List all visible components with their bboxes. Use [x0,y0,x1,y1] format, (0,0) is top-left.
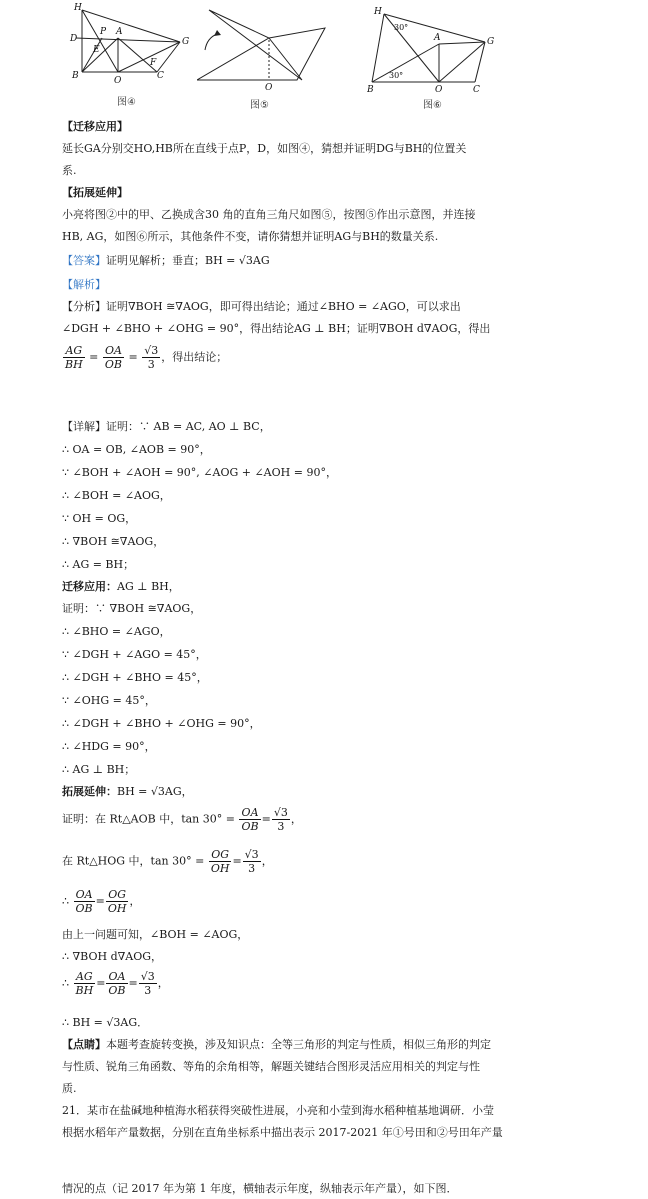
fig6-angle-bottom: 30° [389,71,404,80]
comment-tag: 【点睛】 [62,1038,106,1051]
text-line: 延长GA分别交HO,HB所在直线于点P，D，如图④，猜想并证明DG与BH的位置关 [62,142,467,155]
text-line: ∠DGH + ∠BHO + ∠OHG = 90°，得出结论AG ⊥ BH；证明∇BOH d∇AOG，得出 [62,322,491,335]
proof-line: ∵ ∠DGH + ∠AGO = 45°， [62,648,207,661]
heading-transfer-application: 【迁移应用】 [62,120,128,133]
comment-line: 【点睛】本题考查旋转变换，涉及知识点：全等三角形的判定与性质，相似三角形的判定 [62,1038,491,1051]
proof-line: 证明：∵ ∇BOH ≅∇AOG， [62,602,202,615]
proof-line: 在 Rt△HOG 中，tan 30° = $\frac{OG}{OH}$ = $\frac{√3}{3}$ ， [62,848,273,875]
analysis-tag-fenxi: 【分析】 [62,300,106,313]
fig6-label-c: C [473,85,480,95]
text-line: 与性质、锐角三角函数、等角的余角相等，解题关键结合图形灵活应用相关的判定与性 [62,1060,480,1073]
proof-line: ∴ ∠BOH = ∠AOG， [62,489,171,502]
figure-4-diagram [62,0,197,100]
fig6-label-g: G [487,37,495,47]
proof-line: ∴ AG ⊥ BH； [62,763,136,776]
fig4-label-f: F [150,58,157,68]
analysis-text: 证明∇BOH ≅∇AOG，即可得出结论；通过∠BHO = ∠AGO，可以求出 [106,300,461,313]
figure-4 [62,0,197,112]
fig4-label-d: D [70,34,78,44]
proof-line: 由上一问题可知，∠BOH = ∠AOG， [62,928,249,941]
answer-line [62,254,270,268]
fraction: $\frac{√3}{3}$ [144,344,159,371]
analysis-tag: 【解析】 [62,278,106,291]
figure-4-caption: 图④ [117,97,136,108]
proof-line: ∴ ∠HDG = 90°， [62,740,156,753]
fig6-label-b: B [367,85,374,95]
proof-line: ∴ ∇BOH ≅∇AOG， [62,535,165,548]
figure-6-caption: 图⑥ [423,100,442,111]
heading-extension: 【拓展延伸】 [62,186,128,199]
proof-line: ∵ ∠BOH + ∠AOH = 90°, ∠AOG + ∠AOH = 90°， [62,466,337,479]
fig6-label-a: A [434,33,441,43]
fig4-label-a: A [116,27,123,37]
fig4-label-b: B [72,71,79,81]
fig5-label-o: O [265,83,273,93]
proof-line: ∴ ∠DGH + ∠BHO + ∠OHG = 90°， [62,717,261,730]
text-line: 根据水稻年产量数据，分别在直角坐标系中描出表示 2017-2021 年①号田和②号田年产量 [62,1126,503,1139]
answer-text: 证明见解析；垂直；BH = √3AG [106,254,270,267]
text-line: 小亮将图②中的甲、乙换成含30 角的直角三角尺如图⑤，按图⑤作出示意图，并连接 [62,208,476,221]
proof-line: ∵ ∠OHG = 45°， [62,694,156,707]
fraction: $\frac{AG}{BH}$ [65,344,83,371]
figures-row [62,0,502,112]
text-line: 情况的点（记 2017 年为第 1 年度，横轴表示年度，纵轴表示年产量），如下图． [62,1182,458,1195]
text-line: HB, AG，如图⑥所示，其他条件不变，请你猜想并证明AG与BH的数量关系. [62,230,439,243]
fraction-line: $\frac{AG}{BH}$ = $\frac{OA}{OB}$ = $\frac{√3}{3}$ ，得出结论； [65,344,228,371]
text-line: 质. [62,1082,77,1095]
figure-5 [197,0,367,112]
proof-line: ∵ OH = OG， [62,512,137,525]
fig6-angle-top: 30° [394,23,409,32]
figure-5-diagram [197,0,367,100]
analysis-line [62,300,461,314]
proof-line: 迁移应用：AG ⊥ BH， [62,580,180,593]
question-21-line: 21．某市在盐碱地种植海水稻获得突破性进展，小亮和小莹到海水稻种植基地调研．小莹 [62,1104,494,1117]
proof-line: 【详解】证明：∵ AB = AC, AO ⊥ BC， [62,420,271,433]
proof-line: 证明：在 Rt△AOB 中，tan 30° = $\frac{OA}{OB}$ = $\frac{√3}{3}$ ， [62,806,302,833]
fig4-label-c: C [157,71,164,81]
proof-line: ∴ ∠DGH + ∠BHO = 45°， [62,671,208,684]
proof-line: ∴ $\frac{AG}{BH}$ = $\frac{OA}{OB}$ = $\frac{√3}{3}$ ， [62,970,169,997]
proof-line: 拓展延伸：BH = √3AG， [62,785,193,798]
proof-line: ∴ BH = √3AG． [62,1016,149,1029]
figure-6 [367,0,502,112]
fig4-label-p: P [100,27,107,37]
proof-line: ∴ AG = BH； [62,558,135,571]
fig4-label-h: H [74,3,82,13]
answer-tag: 【答案】 [62,254,106,267]
proof-line: ∴ OA = OB, ∠AOB = 90°， [62,443,211,456]
proof-line: ∴ ∠BHO = ∠AGO， [62,625,171,638]
fraction: $\frac{OA}{OB}$ [104,344,123,371]
fig4-label-g: G [182,37,190,47]
text-line: 系. [62,164,77,177]
fig6-label-o: O [435,85,443,95]
figure-5-caption: 图⑤ [250,100,269,111]
proof-line: ∴ ∇BOH d∇AOG， [62,950,163,963]
fig4-label-e: E [93,45,100,55]
proof-line: ∴ $\frac{OA}{OB}$ = $\frac{OG}{OH}$ ， [62,888,141,915]
fig4-label-o: O [114,76,122,86]
fig6-label-h: H [374,7,382,17]
figure-6-diagram [367,0,502,100]
